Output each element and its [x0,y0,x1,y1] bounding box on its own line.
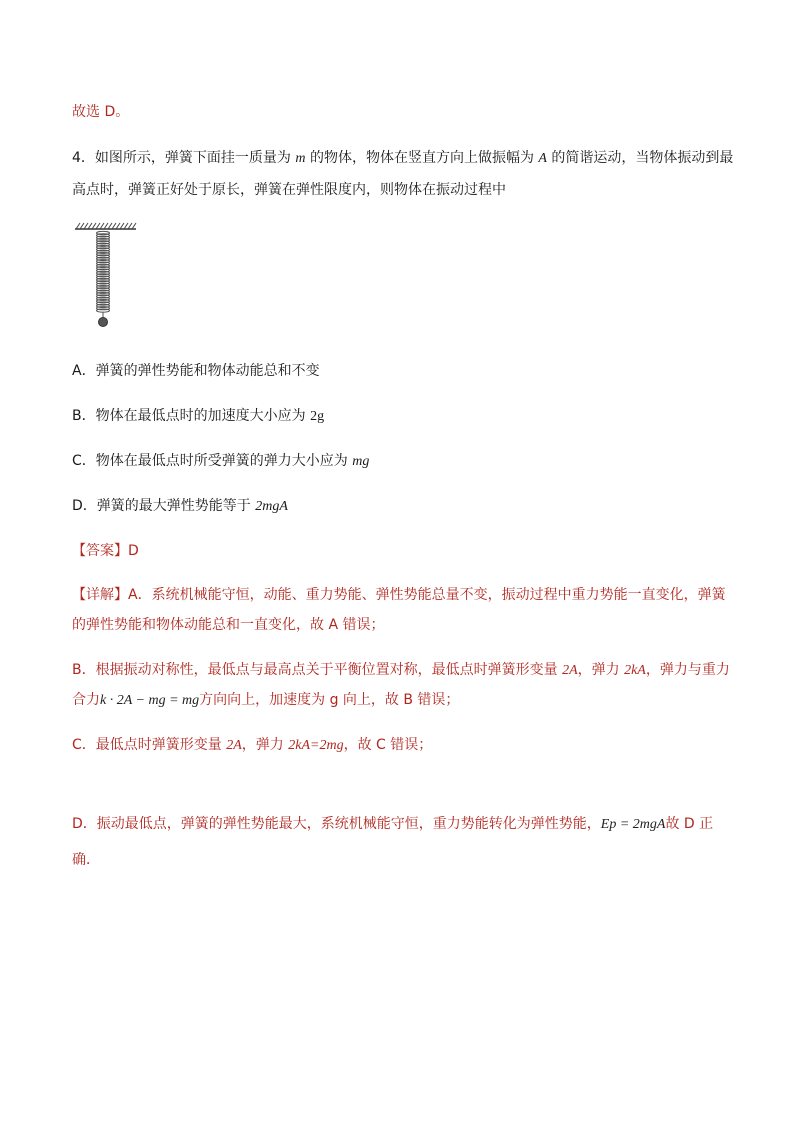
question-number: 4． [72,150,95,166]
option-d: D．弹簧的最大弹性势能等于 2mgA [72,498,288,514]
d-formula: Ep = 2mgA [600,817,666,832]
explanation-b-line-1: B．根据振动对称性，最低点与最高点关于平衡位置对称，最低点时弹簧形变量 2A，弹力 2kA，弹力与重力 [72,662,730,678]
option-b: B．物体在最低点时的加速度大小应为 2g [72,408,325,424]
question-stem-line-1: 4．如图所示，弹簧下面挂一质量为 m 的物体，物体在竖直方向上做振幅为 A 的简谐运动，当物体振动到最 [72,150,734,166]
mass-ball [99,318,108,327]
spring-coils [97,231,110,312]
ceiling-hatch [76,223,136,229]
explanation-d-line-1: D．振动最低点，弹簧的弹性势能最大，系统机械能守恒，重力势能转化为弹性势能，Ep = 2mgA故 D 正 [72,816,714,832]
var-m: m [295,151,306,166]
explanation-c-line: C．最低点时弹簧形变量 2A，弹力 2kA=2mg，故 C 错误； [72,737,433,753]
c-formula: 2kA=2mg [288,738,344,753]
previous-conclusion: 故选 D。 [72,104,130,120]
var-A: A [538,151,547,166]
question-stem-line-2: 高点时，弹簧正好处于原长，弹簧在弹性限度内，则物体在振动过程中 [72,182,506,198]
option-a: A．弹簧的弹性势能和物体动能总和不变 [72,363,320,379]
answer-value: D [128,543,139,559]
b-formula: k · 2A − mg = mg [100,693,200,708]
explanation-b-line-2: 合力k · 2A − mg = mg方向向上，加速度为 g 向上，故 B 错误； [72,692,460,708]
answer-tag: 【答案】 [72,543,128,559]
answer-line [72,541,139,561]
spring-coil [97,309,110,312]
explanation-a-line-2: 的弹性势能和物体动能总和一直变化，故 A 错误； [72,617,385,633]
spring-mass-figure [72,222,142,334]
explanation-a-line-1: 【详解】A．系统机械能守恒，动能、重力势能、弹性势能总量不变，振动过程中重力势能一直变化，弹簧 [72,587,726,603]
option-c: C．物体在最低点时所受弹簧的弹力大小应为 mg [72,453,370,469]
explanation-d-line-2: 确． [72,852,100,868]
explanation-tag: 【详解】 [72,587,128,603]
